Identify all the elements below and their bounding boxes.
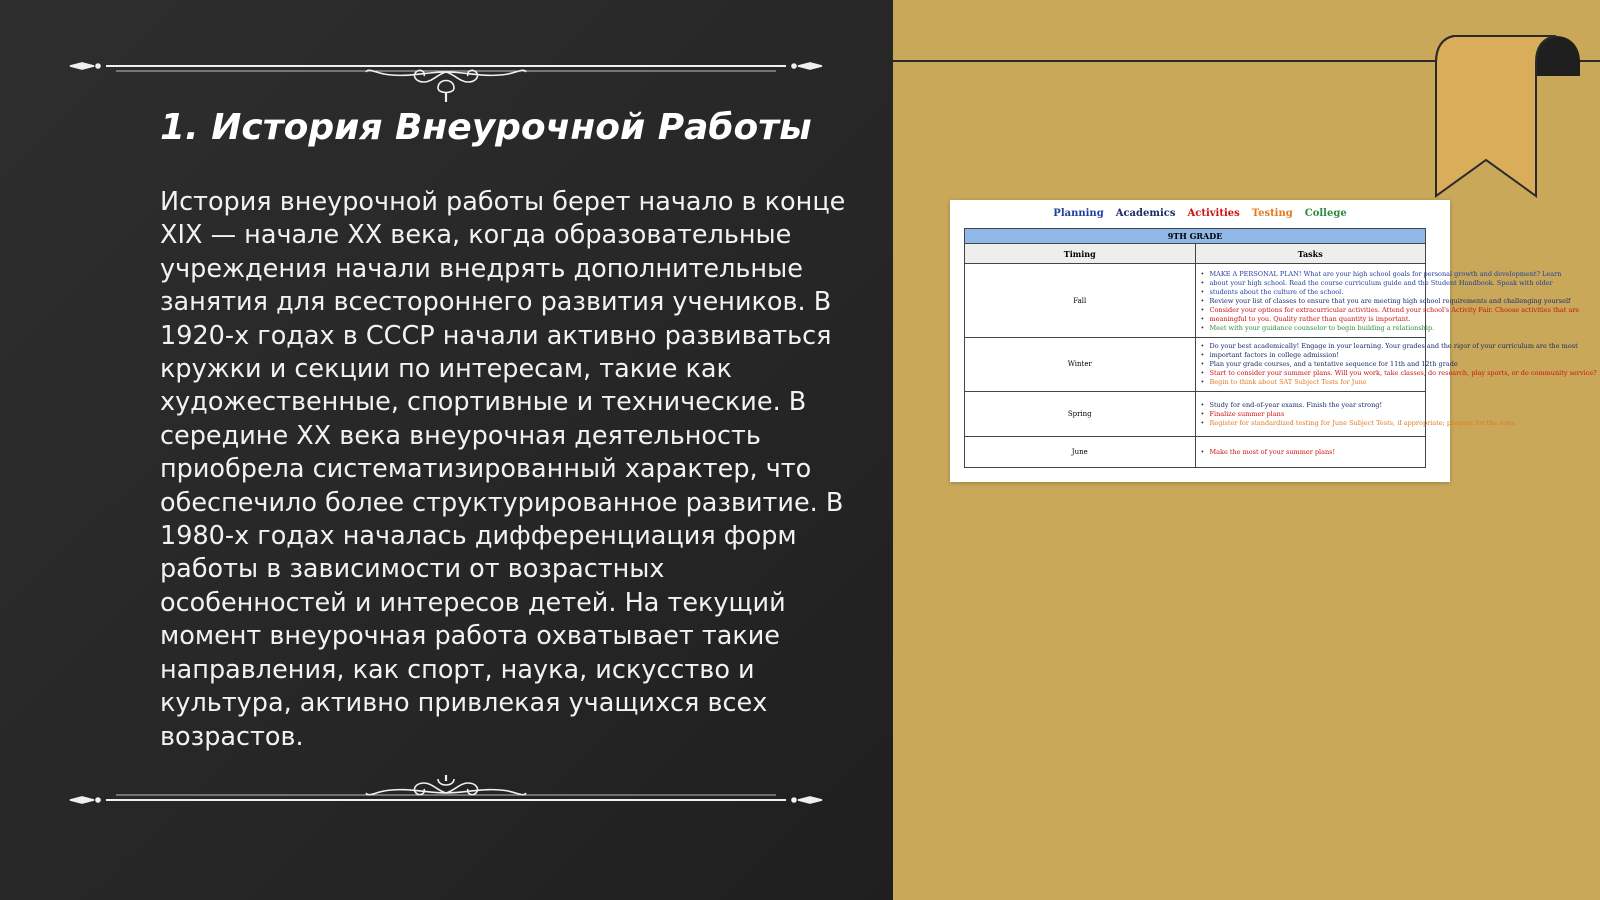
table-row — [965, 437, 1426, 468]
table-row — [965, 391, 1426, 436]
timing-cell: June — [965, 437, 1196, 468]
task-item: • Review your list of classes to ensure that you are meeting high school requirements and challenging yourself — [1210, 297, 1420, 305]
document-nav-item: Planning — [1053, 208, 1104, 219]
grade-tasks-table — [964, 228, 1597, 468]
tasks-cell — [1195, 437, 1426, 468]
document-nav-item: Activities — [1187, 208, 1240, 219]
task-item: • Start to consider your summer plans. Will you work, take classes, do research, play sports, or do community service? — [1210, 369, 1420, 377]
slide-body-text: История внеурочной работы берет начало в конце XIX — начале XX века, когда образовательные учреждения начали внедрять дополнительные занятия для всестороннего развития учеников. В 1920-х годах в СССР начали активно развиваться кружки и секции по интересам, такие как художественные, спортивные и технические. В середине XX века внеурочная деятельность приобрела систематизированный характер, что обеспечило более структурированное развитие. В 1980-х годах началась дифференциация форм работы в зависимости от возрастных особенностей и интересов детей. На текущий момент внеурочная работа охватывает такие направления, как спорт, наука, искусство и культура, активно привлекая учащихся всех возрастов. — [160, 187, 846, 752]
bookmark-ribbon-icon — [1430, 36, 1600, 201]
schedule-document-image — [950, 200, 1597, 482]
slide-title: 1. История Внеурочной Работы — [160, 107, 812, 148]
document-nav-item: Testing — [1251, 208, 1293, 219]
task-item: • important factors in college admission! — [1210, 351, 1420, 359]
task-item: • Finalize summer plans — [1210, 410, 1420, 418]
task-item: • about your high school. Read the course curriculum guide and the Student Handbook. Speak with older — [1210, 279, 1420, 287]
table-row — [965, 338, 1426, 392]
document-nav-item: College — [1304, 208, 1347, 219]
task-item: • Meet with your guidance counselor to begin building a relationship. — [1210, 324, 1420, 332]
document-nav — [950, 208, 1450, 219]
table-row — [965, 264, 1426, 338]
timing-header: Timing — [965, 244, 1196, 264]
task-item: • Make the most of your summer plans! — [1210, 448, 1420, 456]
timing-cell: Spring — [965, 391, 1196, 436]
task-item: • meaningful to you. Quality rather than quantity is important. — [1210, 315, 1420, 323]
task-item: • Consider your options for extracurricular activities. Attend your school's Activity Fair. Choose activities that are — [1210, 306, 1420, 314]
flourish-divider-icon — [66, 52, 826, 102]
timing-cell: Fall — [965, 264, 1196, 338]
task-item: • Do your best academically! Engage in your learning. Your grades and the rigor of your curriculum are the most — [1210, 342, 1420, 350]
task-item: • Study for end-of-year exams. Finish the year strong! — [1210, 401, 1420, 409]
task-item: • MAKE A PERSONAL PLAN! What are your high school goals for personal growth and development? Learn — [1210, 270, 1420, 278]
task-item: • Register for standardized testing for June Subject Tests, if appropriate; prepare for the tests — [1210, 419, 1420, 427]
tasks-cell — [1195, 338, 1597, 392]
timing-cell: Winter — [965, 338, 1196, 392]
document-nav-item: Academics — [1115, 208, 1176, 219]
grade-header: 9TH GRADE — [965, 229, 1426, 244]
task-item: • Plan your grade courses, and a tentative sequence for 11th and 12th grade — [1210, 360, 1420, 368]
task-item: • students about the culture of the school. — [1210, 288, 1420, 296]
tasks-cell — [1195, 391, 1516, 436]
flourish-divider-icon — [66, 775, 826, 825]
tasks-cell — [1195, 264, 1580, 338]
tasks-header: Tasks — [1195, 244, 1426, 264]
task-item: • Begin to think about SAT Subject Tests for June — [1210, 378, 1420, 386]
